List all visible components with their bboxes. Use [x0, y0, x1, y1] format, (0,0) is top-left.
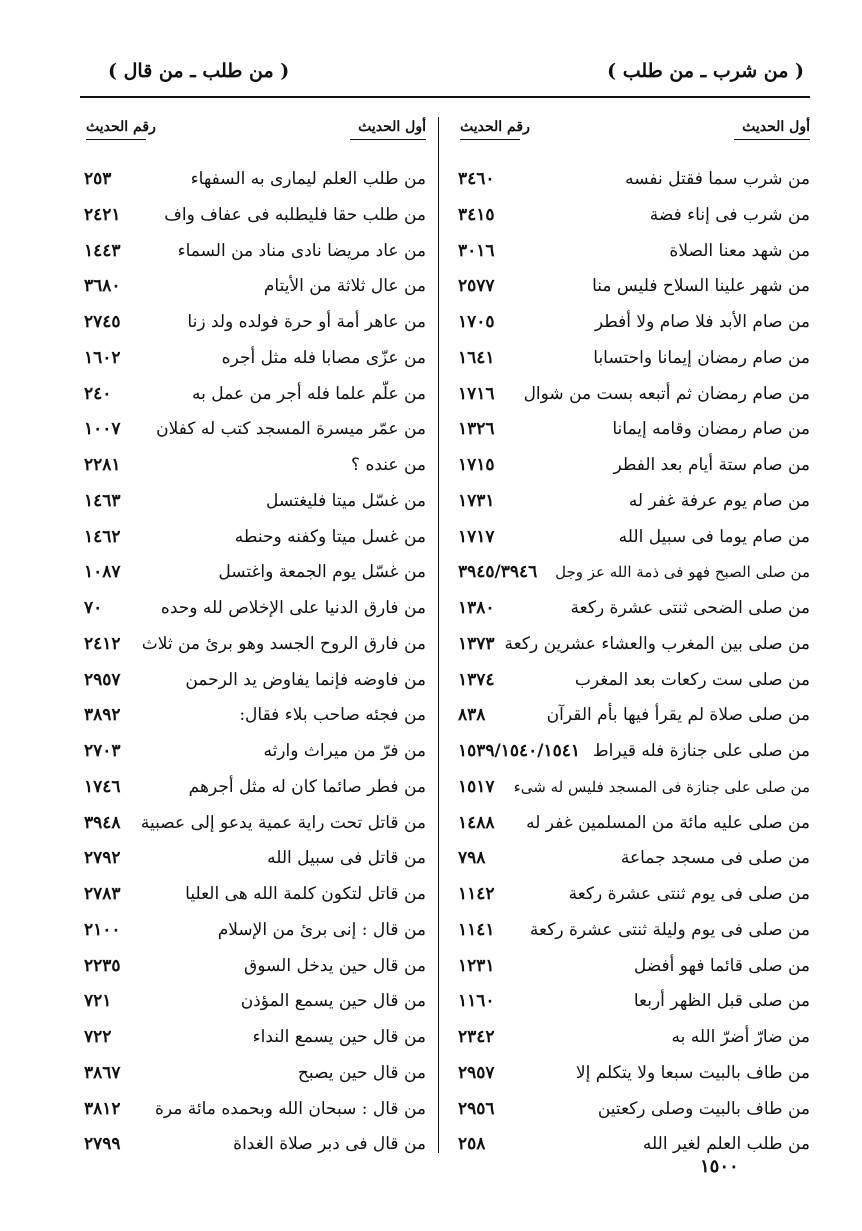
entry-hadith-start: من فطر صائما كان له مثل أجرهم — [188, 776, 426, 797]
entry-hadith-start: من قال : إنى برئ من الإسلام — [217, 919, 426, 940]
entry-hadith-number: ١٤٤٣ — [84, 240, 121, 261]
entry-hadith-number: ٢٧٤٥ — [84, 312, 121, 332]
entry-hadith-number: ٧٢١ — [84, 991, 112, 1012]
entry-hadith-start: من شرب سما فقتل نفسه — [625, 169, 810, 189]
left-head-hadith-start: أول الحديث — [358, 119, 426, 135]
right-head-hadith-number: رقم الحديث — [460, 119, 530, 135]
entry-hadith-number: ٧٩٨ — [458, 848, 486, 869]
index-entry — [78, 484, 426, 520]
index-entry — [452, 913, 810, 949]
entry-hadith-number: ١٠٨٧ — [84, 562, 121, 583]
entry-hadith-start: من طلب حقا فليطلبه فى عفاف واف — [164, 204, 426, 225]
entry-hadith-start: من صلى على جنازة فله قيراط — [592, 741, 810, 761]
right-entry-list — [452, 162, 810, 1163]
entry-hadith-start: من صام الأبد فلا صام ولا أفطر — [594, 312, 810, 332]
entry-hadith-start: من قال فى دبر صلاة الغداة — [233, 1134, 426, 1155]
entry-hadith-start: من عاد مريضا نادى مناد من السماء — [177, 240, 426, 261]
index-entry — [78, 341, 426, 377]
entry-hadith-start: من صام يوما فى سبيل الله — [618, 526, 810, 547]
entry-hadith-start: من صلى فى يوم ثنتى عشرة ركعة — [568, 884, 810, 904]
entry-hadith-start: من عنده ؟ — [351, 455, 426, 475]
index-entry — [78, 377, 426, 413]
entry-hadith-number: ١١٦٠ — [458, 991, 495, 1012]
entry-hadith-start: من قال : سبحان الله وبحمده مائة مرة — [154, 1098, 426, 1119]
index-entry — [452, 877, 810, 913]
index-entry — [452, 269, 810, 305]
index-entry — [452, 949, 810, 985]
entry-hadith-start: من صلى الصبح فهو فى ذمة الله عز وجل — [555, 563, 810, 582]
entry-hadith-start: من صلى ست ركعات بعد المغرب — [574, 669, 810, 690]
right-head-num-underline — [460, 139, 520, 140]
index-entry — [78, 734, 426, 770]
entry-hadith-start: من طلب العلم ليمارى به السفهاء — [190, 169, 426, 189]
page-number: ١٥٠٠ — [700, 1156, 739, 1177]
entry-hadith-number: ٢٣٤٢ — [458, 1027, 495, 1047]
entry-hadith-start: من صلى عليه مائة من المسلمين غفر له — [526, 812, 810, 833]
entry-hadith-number: ٢٧٩٩ — [84, 1134, 121, 1155]
index-entry — [452, 1127, 810, 1163]
index-entry — [78, 305, 426, 341]
entry-hadith-number: ٣٤٦٠ — [458, 169, 495, 189]
entry-hadith-start: من قاتل فى سبيل الله — [267, 848, 426, 869]
entry-hadith-number: ٣٩٤٨ — [84, 812, 121, 833]
index-entry — [78, 698, 426, 734]
entry-hadith-start: من صام ستة أيام بعد الفطر — [613, 455, 810, 475]
entry-hadith-start: من صام رمضان وقامه إيمانا — [612, 419, 810, 440]
left-column-header — [78, 117, 426, 147]
index-entry — [78, 412, 426, 448]
entry-hadith-number: ١٧٠٥ — [458, 312, 495, 332]
index-entry — [78, 841, 426, 877]
entry-hadith-number: ٣٨٦٧ — [84, 1062, 121, 1083]
entry-hadith-number: ٢٧٨٣ — [84, 884, 121, 904]
entry-hadith-number: ٣٨٩٢ — [84, 705, 121, 726]
left-head-num-underline — [86, 139, 146, 140]
entry-hadith-number: ٣٠١٦ — [458, 240, 495, 261]
index-entry — [78, 913, 426, 949]
entry-hadith-start: من فجئه صاحب بلاء فقال: — [239, 705, 426, 726]
index-entry — [452, 377, 810, 413]
entry-hadith-number: ١٧١٧ — [458, 526, 495, 547]
entry-hadith-number: ٢٤٠ — [84, 383, 112, 404]
right-running-header: ( من شرب ـ من طلب ) — [607, 60, 804, 82]
entry-hadith-number: ١٣٧٣ — [458, 633, 495, 654]
entry-hadith-number: ٣٨١٢ — [84, 1098, 121, 1119]
index-entry — [452, 484, 810, 520]
entry-hadith-start: من فارق الروح الجسد وهو برئ من ثلاث — [141, 633, 426, 654]
entry-hadith-start: من صلى قائما فهو أفضل — [633, 955, 810, 976]
index-entry — [452, 1056, 810, 1092]
entry-hadith-number: ١٧١٦ — [458, 383, 495, 404]
index-entry — [452, 1092, 810, 1128]
entry-hadith-number: ١٦٤١ — [458, 347, 495, 368]
entry-hadith-start: من طلب العلم لغير الله — [642, 1134, 810, 1155]
entry-hadith-number: ٧٠ — [84, 598, 103, 618]
index-entry — [78, 1020, 426, 1056]
right-column-header — [452, 117, 810, 147]
index-entry — [78, 806, 426, 842]
index-entry — [78, 1127, 426, 1163]
index-entry — [78, 198, 426, 234]
entry-hadith-start: من عزّى مصابا فله مثل أجره — [221, 347, 426, 368]
entry-hadith-number: ١٤٨٨ — [458, 812, 495, 833]
index-entry — [452, 555, 810, 591]
entry-hadith-start: من قال حين يسمع المؤذن — [240, 991, 426, 1012]
entry-hadith-number: ١١٤١ — [458, 919, 495, 940]
left-head-underline — [350, 139, 426, 140]
entry-hadith-start: من شرب فى إناء فضة — [649, 204, 810, 225]
index-entry — [78, 627, 426, 663]
index-entry — [78, 162, 426, 198]
entry-hadith-start: من شهد معنا الصلاة — [669, 240, 810, 261]
entry-hadith-number: ١٥٣٩/١٥٤٠/١٥٤١ — [458, 741, 580, 761]
index-entry — [78, 1092, 426, 1128]
column-divider — [438, 117, 439, 1153]
entry-hadith-number: ١٥١٧ — [458, 776, 495, 797]
index-entry — [78, 520, 426, 556]
entry-hadith-number: ١١٤٢ — [458, 884, 495, 904]
left-entry-list — [78, 162, 426, 1163]
entry-hadith-number: ١٧٤٦ — [84, 776, 121, 797]
entry-hadith-start: من قاتل لتكون كلمة الله هى العليا — [185, 884, 426, 904]
entry-hadith-number: ٢٤٢١ — [84, 204, 121, 225]
entry-hadith-number: ١٧١٥ — [458, 455, 495, 475]
entry-hadith-start: من عمّر ميسرة المسجد كتب له كفلان — [156, 419, 426, 440]
entry-hadith-start: من صلى على جنازة فى المسجد فليس له شىء — [513, 777, 810, 796]
entry-hadith-number: ٢٧٩٢ — [84, 848, 121, 869]
left-head-hadith-number: رقم الحديث — [86, 119, 156, 135]
entry-hadith-start: من طاف بالبيت وصلى ركعتين — [597, 1098, 810, 1119]
entry-hadith-start: من ضارّ أضرّ الله به — [671, 1027, 810, 1047]
index-entry — [452, 841, 810, 877]
entry-hadith-number: ٢٢٨١ — [84, 455, 121, 475]
entry-hadith-number: ٢٩٥٧ — [84, 669, 121, 690]
index-entry — [78, 269, 426, 305]
entry-hadith-start: من صلى الضحى ثنتى عشرة ركعة — [570, 598, 810, 618]
entry-hadith-number: ١٦٠٢ — [84, 347, 121, 368]
entry-hadith-number: ٢٩٥٦ — [458, 1098, 495, 1119]
index-entry — [78, 770, 426, 806]
index-entry — [452, 698, 810, 734]
index-entry — [452, 162, 810, 198]
entry-hadith-number: ١٣٨٠ — [458, 598, 495, 618]
entry-hadith-number: ١٤٦٣ — [84, 490, 121, 511]
entry-hadith-number: ١٢٣١ — [458, 955, 495, 976]
entry-hadith-start: من طاف بالبيت سبعا ولا يتكلم إلا — [575, 1062, 810, 1083]
entry-hadith-number: ٢٧٠٣ — [84, 741, 121, 761]
index-entry — [452, 806, 810, 842]
header-rule — [80, 96, 810, 98]
entry-hadith-number: ٣٦٨٠ — [84, 276, 121, 297]
entry-hadith-number: ١٤٦٢ — [84, 526, 121, 547]
entry-hadith-start: من فارق الدنيا على الإخلاص لله وحده — [160, 598, 426, 618]
entry-hadith-number: ٨٣٨ — [458, 705, 486, 726]
entry-hadith-start: من غسّل يوم الجمعة واغتسل — [218, 562, 426, 583]
entry-hadith-start: من عال ثلاثة من الأيتام — [263, 276, 426, 297]
index-entry — [452, 663, 810, 699]
entry-hadith-start: من صلى صلاة لم يقرأ فيها بأم القرآن — [546, 705, 810, 726]
entry-hadith-number: ٢٢٣٥ — [84, 955, 121, 976]
index-entry — [452, 1020, 810, 1056]
index-entry — [452, 448, 810, 484]
entry-hadith-start: من غسّل ميتا فليغتسل — [266, 490, 426, 511]
index-entry — [78, 663, 426, 699]
left-running-header: ( من طلب ـ من قال ) — [108, 60, 290, 82]
entry-hadith-number: ٧٢٢ — [84, 1027, 112, 1047]
index-entry — [452, 412, 810, 448]
index-entry — [78, 591, 426, 627]
index-entry — [452, 341, 810, 377]
entry-hadith-start: من قال حين يصبح — [297, 1062, 426, 1083]
index-entry — [452, 770, 810, 806]
index-entry — [78, 234, 426, 270]
entry-hadith-start: من صلى فى يوم وليلة ثنتى عشرة ركعة — [529, 919, 810, 940]
entry-hadith-number: ١٣٧٤ — [458, 669, 495, 690]
index-entry — [78, 555, 426, 591]
entry-hadith-start: من قال حين يسمع النداء — [252, 1027, 426, 1047]
right-head-underline — [734, 139, 810, 140]
index-entry — [452, 520, 810, 556]
entry-hadith-number: ٢٤١٢ — [84, 633, 121, 654]
index-entry — [452, 305, 810, 341]
index-entry — [78, 1056, 426, 1092]
entry-hadith-number: ٢٩٥٧ — [458, 1062, 495, 1083]
index-entry — [78, 984, 426, 1020]
entry-hadith-start: من صلى فى مسجد جماعة — [620, 848, 810, 869]
index-entry — [452, 591, 810, 627]
entry-hadith-number: ٢٥٣ — [84, 169, 112, 189]
entry-hadith-start: من صام يوم عرفة غفر له — [628, 490, 810, 511]
entry-hadith-start: من قاتل تحت راية عمية يدعو إلى عصبية — [140, 812, 426, 833]
entry-hadith-start: من فرّ من ميراث وارثه — [263, 741, 426, 761]
entry-hadith-start: من علّم علما فله أجر من عمل به — [192, 383, 426, 404]
index-entry — [452, 627, 810, 663]
entry-hadith-start: من فاوضه فإنما يفاوض يد الرحمن — [185, 669, 426, 690]
index-entry — [452, 198, 810, 234]
right-column — [452, 117, 810, 1155]
index-entry — [78, 877, 426, 913]
entry-hadith-number: ١٠٠٧ — [84, 419, 121, 440]
index-entry — [452, 234, 810, 270]
index-entry — [78, 949, 426, 985]
entry-hadith-number: ٢١٠٠ — [84, 919, 121, 940]
left-column — [78, 117, 426, 1155]
right-head-hadith-start: أول الحديث — [742, 119, 810, 135]
entry-hadith-number: ٣٩٤٥/٣٩٤٦ — [458, 562, 538, 583]
entry-hadith-number: ٢٥٨ — [458, 1134, 486, 1155]
entry-hadith-start: من صام رمضان إيمانا واحتسابا — [593, 347, 810, 368]
entry-hadith-start: من عاهر أمة أو حرة فولده ولد زنا — [187, 312, 426, 332]
entry-hadith-start: من صلى قبل الظهر أربعا — [633, 991, 810, 1012]
entry-hadith-start: من صلى بين المغرب والعشاء عشرين ركعة — [504, 633, 810, 654]
index-entry — [452, 734, 810, 770]
entry-hadith-number: ٢٥٧٧ — [458, 276, 495, 297]
entry-hadith-number: ١٧٣١ — [458, 490, 495, 511]
entry-hadith-number: ١٣٢٦ — [458, 419, 495, 440]
entry-hadith-start: من شهر علينا السلاح فليس منا — [592, 276, 810, 297]
entry-hadith-start: من غسل ميتا وكفنه وحنطه — [234, 526, 426, 547]
index-entry — [452, 984, 810, 1020]
index-entry — [78, 448, 426, 484]
entry-hadith-start: من صام رمضان ثم أتبعه بست من شوال — [523, 383, 810, 404]
entry-hadith-start: من قال حين يدخل السوق — [244, 955, 426, 976]
entry-hadith-number: ٣٤١٥ — [458, 204, 495, 225]
